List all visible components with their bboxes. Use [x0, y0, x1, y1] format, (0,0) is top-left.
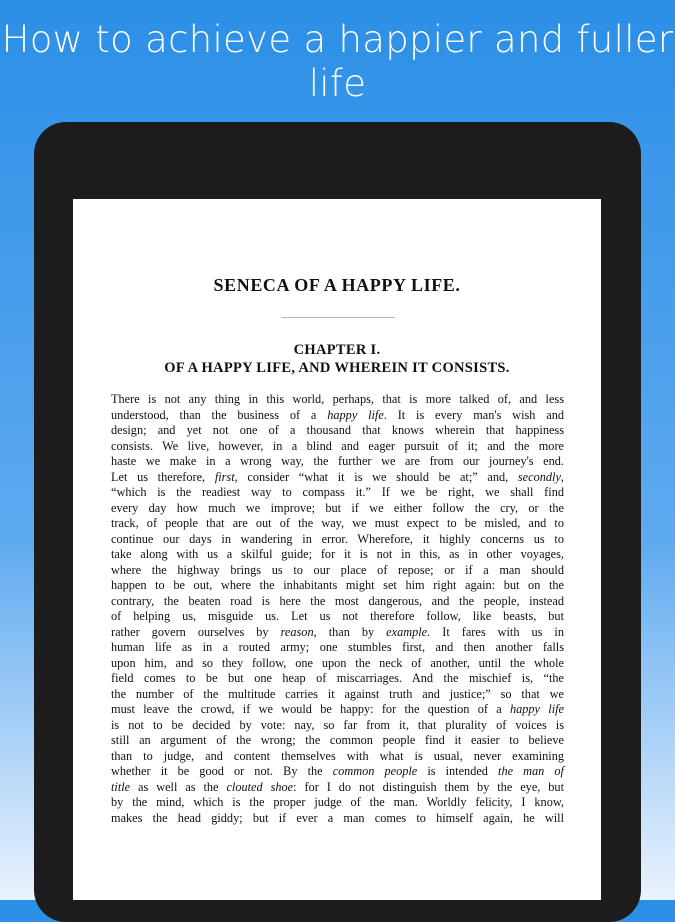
text-line: rather govern ourselves by reason, than by example. It fares with us in: [111, 624, 564, 639]
promo-headline: [0, 18, 675, 106]
text-line: whether it be good or not. By the common people is intended the man of: [111, 764, 564, 778]
text-line: must leave the crowd, if we would be happy: for the question of a happy life: [111, 702, 564, 716]
text-line: where the highway brings us to our place of repose; or if a man should: [111, 562, 564, 577]
text-line: design; and yet not one of a thousand that knows wherein that happiness: [111, 423, 564, 437]
text-line: happen to be out, where the inhabitants might set him right again: but on the: [111, 578, 564, 592]
text-line: “which is the readiest way to compass it.” If we be right, we shall find: [111, 485, 564, 499]
text-line: every day how much we improve; but if we either follow the cry, or the: [111, 500, 564, 515]
text-line: field comes to be but one heap of miscarriages. And the mischief is, “the: [111, 671, 564, 685]
text-line: contrary, the beaten road is here the most dangerous, and the people, instead: [111, 593, 564, 608]
text-line: upon him, and so they follow, one upon the neck of another, until the whole: [111, 655, 564, 670]
title-divider: [281, 317, 395, 318]
chapter-title: OF A HAPPY LIFE, AND WHEREIN IT CONSISTS.: [164, 360, 510, 376]
text-line: by the mind, which is the proper judge of the man. Worldly felicity, I know,: [111, 795, 564, 809]
text-line: track, of people that are out of the way, we must expect to be misled, and to: [111, 516, 564, 530]
text-line: of helping us, misguide us. Let us not therefore follow, like beasts, but: [111, 609, 564, 623]
text-line: haste we make in a wrong way, the further we are from our journey's end.: [111, 454, 564, 468]
text-line: understood, than the business of a happy life. It is every man's wish and: [111, 407, 564, 422]
text-line: Let us therefore, first, consider “what it is we should be at;” and, secondly,: [111, 469, 564, 484]
text-line: makes the head giddy; but if ever a man comes to himself again, he will: [111, 810, 564, 825]
text-line: There is not any thing in this world, perhaps, that is more talked of, and less: [111, 392, 564, 406]
text-line: than to judge, and content themselves with what is usual, never examining: [111, 748, 564, 763]
headline-line-2: life: [308, 62, 367, 105]
text-line: take along with us a skilful guide; for it is not in this, as in other voyages,: [111, 547, 564, 561]
chapter-number: CHAPTER I.: [293, 342, 381, 358]
reader-page[interactable]: [73, 199, 601, 900]
book-title: SENECA OF A HAPPY LIFE.: [213, 275, 461, 295]
text-line: is not to be decided by vote: nay, so far from it, that plurality of voices is: [111, 717, 564, 732]
text-line: the number of the multitude carries it against truth and justice;” so that we: [111, 686, 564, 701]
text-line: title as well as the clouted shoe: for I do not distinguish them by the eye, but: [111, 779, 565, 794]
chapter-heading: [73, 341, 601, 377]
text-line: still an argument of the wrong; the common people find it easier to believe: [111, 733, 564, 747]
headline-line-1: How to achieve a happier and fuller: [1, 18, 674, 61]
text-line: continue our days in wandering in error. Wherefore, it highly concerns us to: [111, 531, 564, 546]
text-line: human life as in a routed army; one stumbles first, and then another falls: [111, 640, 564, 654]
chapter-body-text: [111, 392, 564, 826]
text-line: consists. We live, however, in a blind and eager pursuit of it; and the more: [111, 438, 564, 453]
